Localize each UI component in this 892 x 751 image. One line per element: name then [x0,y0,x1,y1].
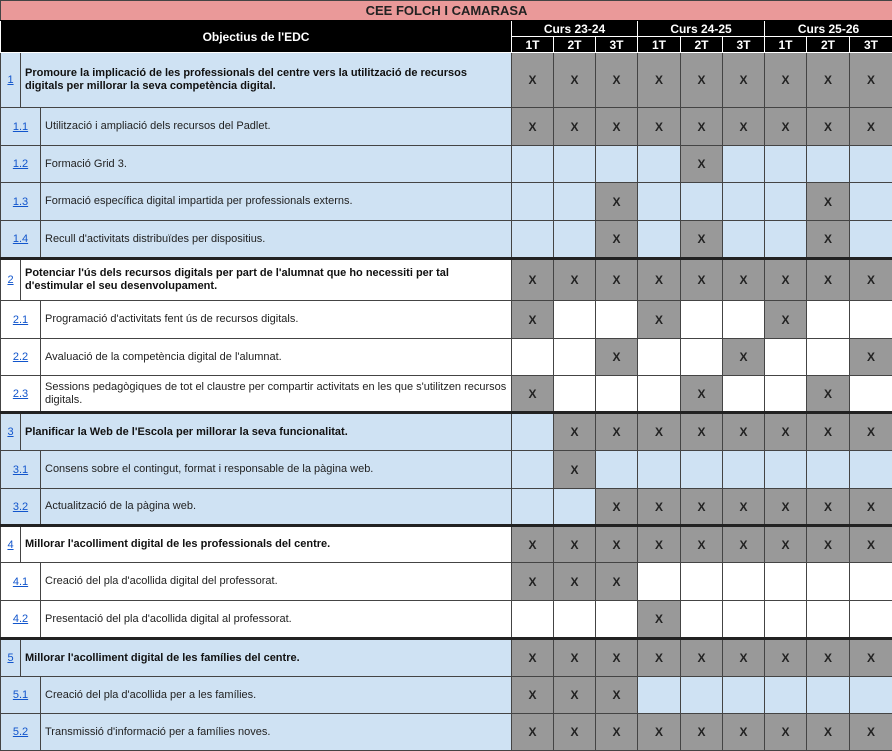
term-cell: X [807,259,850,301]
term-cell [807,601,850,639]
term-cell [681,677,723,714]
term-cell: X [850,53,892,108]
term-cell: X [681,376,723,413]
term-cell [850,451,892,489]
term-cell: X [807,183,850,221]
action-row [1,183,892,221]
term-cell: X [681,714,723,751]
term-cell: X [554,639,596,677]
term-cell [850,376,892,413]
term-cell [512,339,554,376]
term-cell [723,376,765,413]
term-cell [638,221,681,259]
action-row [1,489,892,526]
term-header: 2T [807,37,850,53]
term-cell: X [554,413,596,451]
term-cell: X [554,451,596,489]
term-cell [638,563,681,601]
term-cell: X [681,146,723,183]
term-cell [554,376,596,413]
term-cell [512,451,554,489]
term-cell [850,221,892,259]
term-cell: X [850,714,892,751]
term-cell [596,301,638,339]
term-cell: X [807,714,850,751]
objective-row [1,413,892,451]
term-cell: X [681,108,723,146]
term-cell: X [681,489,723,526]
objective-number-link[interactable]: 2.2 [1,339,41,376]
term-cell: X [512,301,554,339]
objective-text: Consens sobre el contingut, format i responsable de la pàgina web. [41,451,512,489]
term-cell: X [850,339,892,376]
objective-number-link[interactable]: 3.2 [1,489,41,526]
term-cell [723,146,765,183]
term-cell: X [807,489,850,526]
term-cell: X [765,526,807,563]
term-cell [554,301,596,339]
objective-number-link[interactable]: 4.1 [1,563,41,601]
objective-number-link[interactable]: 4.2 [1,601,41,639]
course-header: Curs 25-26 [765,21,892,37]
objective-row [1,526,892,563]
term-cell: X [512,53,554,108]
term-cell: X [512,677,554,714]
action-row [1,677,892,714]
term-cell: X [554,108,596,146]
term-cell: X [765,489,807,526]
course-header: Curs 24-25 [638,21,765,37]
objective-row [1,53,892,108]
term-cell: X [596,526,638,563]
action-row [1,601,892,639]
term-cell [850,301,892,339]
action-row [1,146,892,183]
term-cell: X [554,526,596,563]
term-cell: X [807,639,850,677]
term-cell: X [512,259,554,301]
term-cell: X [850,108,892,146]
term-cell: X [807,376,850,413]
term-cell: X [596,413,638,451]
term-cell [681,339,723,376]
term-cell [512,489,554,526]
term-cell: X [638,259,681,301]
term-cell: X [723,714,765,751]
term-cell [681,301,723,339]
term-cell: X [554,53,596,108]
objective-row [1,639,892,677]
term-cell [596,451,638,489]
term-cell: X [723,526,765,563]
objective-text: Planificar la Web de l'Escola per millorar la seva funcionalitat. [21,413,512,451]
term-cell: X [850,526,892,563]
term-cell [723,563,765,601]
term-cell [638,339,681,376]
school-title: CEE FOLCH I CAMARASA [1,1,892,21]
term-cell [765,601,807,639]
objective-number-link[interactable]: 4 [1,526,21,563]
term-cell [554,183,596,221]
objective-number-link[interactable]: 1.4 [1,221,41,259]
term-cell [681,183,723,221]
term-cell: X [638,489,681,526]
term-cell: X [681,526,723,563]
term-cell [723,601,765,639]
term-cell: X [554,563,596,601]
objective-text: Utilització i ampliació dels recursos del Padlet. [41,108,512,146]
term-cell [765,146,807,183]
term-cell: X [638,714,681,751]
term-header: 1T [512,37,554,53]
term-cell: X [723,108,765,146]
objectives-header: Objectius de l'EDC [1,21,512,53]
term-cell: X [681,639,723,677]
term-cell [850,601,892,639]
objective-number-link[interactable]: 2.3 [1,376,41,413]
objective-text: Transmissió d'informació per a famílies noves. [41,714,512,751]
term-cell [638,376,681,413]
term-cell: X [638,639,681,677]
term-cell: X [723,339,765,376]
term-cell [765,451,807,489]
term-cell: X [596,563,638,601]
objective-number-link[interactable]: 3 [1,413,21,451]
term-cell [512,183,554,221]
term-cell: X [765,301,807,339]
term-cell: X [807,221,850,259]
term-cell: X [512,563,554,601]
action-row [1,714,892,751]
objective-number-link[interactable]: 1.1 [1,108,41,146]
objective-number-link[interactable]: 2 [1,259,21,301]
term-cell [554,146,596,183]
term-cell [596,601,638,639]
term-cell [765,183,807,221]
term-cell: X [765,714,807,751]
term-cell [681,601,723,639]
term-cell [765,339,807,376]
term-cell: X [681,221,723,259]
term-cell [681,563,723,601]
term-cell: X [596,53,638,108]
term-cell: X [807,53,850,108]
term-cell: X [512,526,554,563]
term-cell: X [596,714,638,751]
term-cell [638,146,681,183]
objective-number-link[interactable]: 1 [1,53,21,108]
term-cell: X [807,413,850,451]
term-cell: X [596,108,638,146]
term-cell: X [765,413,807,451]
term-header: 3T [850,37,892,53]
term-cell [807,451,850,489]
term-cell [723,301,765,339]
term-cell [850,146,892,183]
action-row [1,376,892,413]
term-cell: X [681,259,723,301]
objective-number-link[interactable]: 5.2 [1,714,41,751]
term-cell [850,563,892,601]
term-cell [554,601,596,639]
objective-number-link[interactable]: 1.2 [1,146,41,183]
term-cell [850,677,892,714]
term-cell: X [723,259,765,301]
term-cell: X [765,53,807,108]
objective-text: Millorar l'acolliment digital de les famílies del centre. [21,639,512,677]
term-cell [765,563,807,601]
term-cell [807,339,850,376]
term-header: 3T [596,37,638,53]
objective-text: Creació del pla d'acollida per a les famílies. [41,677,512,714]
term-cell: X [765,259,807,301]
term-cell [512,413,554,451]
term-cell [765,221,807,259]
term-cell: X [850,259,892,301]
term-cell: X [512,376,554,413]
term-cell: X [512,108,554,146]
term-cell [638,183,681,221]
term-cell: X [596,639,638,677]
action-row [1,339,892,376]
term-cell: X [596,339,638,376]
term-cell: X [723,53,765,108]
objective-number-link[interactable]: 2.1 [1,301,41,339]
term-header: 2T [681,37,723,53]
term-cell: X [554,714,596,751]
term-cell [638,451,681,489]
term-cell [807,146,850,183]
term-cell [723,451,765,489]
action-row [1,451,892,489]
term-cell: X [554,259,596,301]
term-cell [596,376,638,413]
term-cell: X [596,183,638,221]
term-cell [554,489,596,526]
term-cell [807,677,850,714]
term-cell [723,221,765,259]
term-cell [638,677,681,714]
term-cell [512,221,554,259]
term-cell: X [596,489,638,526]
term-cell [554,221,596,259]
term-cell: X [638,53,681,108]
objective-text: Formació específica digital impartida per professionals externs. [41,183,512,221]
objective-text: Presentació del pla d'acollida digital al professorat. [41,601,512,639]
objective-text: Actualització de la pàgina web. [41,489,512,526]
term-cell: X [681,53,723,108]
term-cell: X [638,301,681,339]
term-cell: X [512,714,554,751]
term-cell: X [596,259,638,301]
objective-text: Promoure la implicació de les professionals del centre vers la utilització de recursos digitals per millorar la seva competència digital. [21,53,512,108]
term-cell: X [638,601,681,639]
term-cell: X [723,489,765,526]
term-header: 1T [765,37,807,53]
term-header: 2T [554,37,596,53]
term-cell: X [765,108,807,146]
term-cell [807,563,850,601]
term-cell [512,601,554,639]
term-cell [765,376,807,413]
term-header: 3T [723,37,765,53]
term-cell: X [638,108,681,146]
term-cell: X [850,489,892,526]
objective-text: Millorar l'acolliment digital de les professionals del centre. [21,526,512,563]
objective-text: Recull d'activitats distribuïdes per dispositius. [41,221,512,259]
action-row [1,221,892,259]
course-header: Curs 23-24 [512,21,638,37]
objective-number-link[interactable]: 1.3 [1,183,41,221]
term-cell: X [850,639,892,677]
term-cell [554,339,596,376]
objective-row [1,259,892,301]
term-cell [512,146,554,183]
term-cell [765,677,807,714]
term-cell: X [681,413,723,451]
term-header: 1T [638,37,681,53]
term-cell: X [638,526,681,563]
action-row [1,563,892,601]
term-cell: X [554,677,596,714]
term-cell: X [596,221,638,259]
action-row [1,301,892,339]
term-cell: X [765,639,807,677]
objective-number-link[interactable]: 5 [1,639,21,677]
term-cell [681,451,723,489]
term-cell [596,146,638,183]
term-cell: X [807,108,850,146]
term-cell [723,183,765,221]
term-cell: X [596,677,638,714]
objective-text: Creació del pla d'acollida digital del professorat. [41,563,512,601]
objective-text: Formació Grid 3. [41,146,512,183]
objective-text: Potenciar l'ús dels recursos digitals per part de l'alumnat que ho necessiti per tal d'estimular el seu desenvolupament. [21,259,512,301]
term-cell [723,677,765,714]
objective-text: Programació d'activitats fent ús de recursos digitals. [41,301,512,339]
term-cell [807,301,850,339]
term-cell [850,183,892,221]
term-cell: X [850,413,892,451]
term-cell: X [638,413,681,451]
objective-number-link[interactable]: 3.1 [1,451,41,489]
objective-text: Avaluació de la competència digital de l'alumnat. [41,339,512,376]
term-cell: X [512,639,554,677]
term-cell: X [723,639,765,677]
action-row [1,108,892,146]
objective-number-link[interactable]: 5.1 [1,677,41,714]
term-cell: X [807,526,850,563]
term-cell: X [723,413,765,451]
objective-text: Sessions pedagògiques de tot el claustre per compartir activitats en les que s'utilitzen recursos digitals. [41,376,512,413]
